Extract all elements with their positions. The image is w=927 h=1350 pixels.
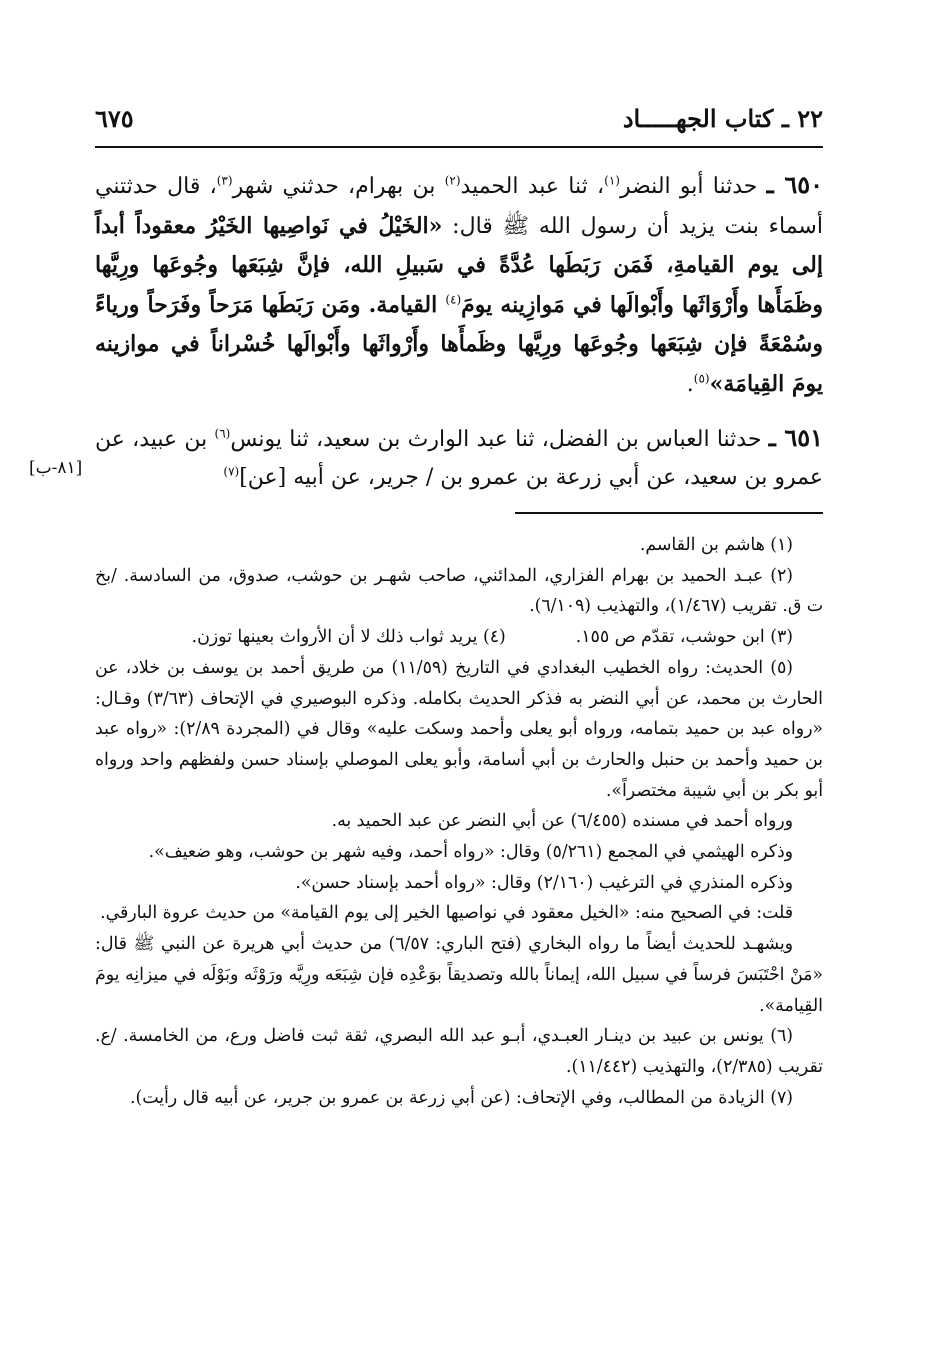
- footnote-divider: [515, 512, 823, 514]
- footnote-2: (٢) عبـد الحميد بن بهرام الفزاري، المدائني، صاحب شهـر بن حوشب، صدوق، من السادسة. /بخ ت ق. تقريب (١/٤٦٧)، والتهذيب (٦/١٠٩).: [95, 565, 823, 617]
- footnote-3: (٣) ابن حوشب، تقدّم ص ١٥٥.: [575, 627, 793, 648]
- hadith-651: [95, 419, 823, 498]
- footnote-5-line: قلت: في الصحيح منه: «الخيل معقود في نواصيها الخير إلى يوم القيامة» من حديث عروة البارقي.: [100, 903, 793, 924]
- text-segment: حدثنا العباس بن الفضل، ثنا عبد الوارث بن سعيد، ثنا يونس: [230, 426, 769, 452]
- footnote-6: (٦) يونس بن عبيد بن دينـار العبـدي، أبـو عبد الله البصري، ثقة ثبت فاضل ورع، من الخامسة. /ع. تقريب (٢/٣٨٥)، والتهذيب (١١/٤٤٢).: [95, 1026, 823, 1077]
- page-number: ٦٧٥: [95, 104, 134, 133]
- footnote-4: (٤) يريد ثواب ذلك لا أن الأرواث بعينها توزن.: [191, 627, 506, 648]
- text-segment: ، ثنا عبد الحميد: [460, 174, 605, 199]
- footnote-5-line: وذكره الهيثمي في المجمع (٥/٢٦١) وقال: «رواه أحمد، وفيه شهر بن حوشب، وهو ضعيف».: [148, 842, 793, 863]
- footnote-5: (٥) الحديث: رواه الخطيب البغدادي في التاريخ (١١/٥٩) من طريق أحمد بن يوسف بن خلاد، عن الحارث بن محمد، عن أبي النضر به فذكر الحديث بكامله. وذكره البوصيري في الإتحاف (٣/٦٣) وقـال: «رواه عبد بن حميد بتمامه، ورواه أبو يعلى وأحمد وسكت عليه» وقال في (المجردة ٢/٨٩): «رواه عبد بن حميد وأحمد بن حنبل والحارث بن أبي أسامة، وأبو يعلى الموصلي بإسناد حسن ولفظهم واحد ورواه أبو بكر بن أبي شيبة مختصراً».: [95, 657, 823, 801]
- footnote-1: (١) هاشم بن القاسم.: [639, 535, 793, 555]
- chapter-title: ٢٢ ـ كتاب الجهـــــاد: [622, 104, 823, 133]
- footnote-ref: (٥): [693, 371, 710, 386]
- footnote-ref: (٣): [216, 173, 233, 188]
- footnote-ref: (٧): [223, 464, 240, 479]
- text-segment: بن عبيد، عن عمرو بن سعيد، عن أبي زرعة بن عمرو بن / جرير، عن أبيه [عن]: [95, 426, 823, 491]
- quote-segment: «الخَيْلُ في نَواصِيها الخَيْرُ معقوداً أبداً إلى يوم القيامةِ، فَمَن رَبَطَها عُدَّةً في سَبيلِ الله، فإنَّ شِبَعَها وجُوعَها ورِيَّها وظَمَأَها وأَرْوَاثَها وأَبْوالَها في مَوازِينه يومَ: [95, 212, 823, 318]
- text-segment: ، قال حدثتني أسماء بنت يزيد أن رسول الله ﷺ قال:: [95, 174, 823, 239]
- footnotes: [95, 530, 823, 1113]
- manuscript-folio-marker: [٨١-ب]: [29, 458, 83, 478]
- footnote-pair: [95, 622, 823, 653]
- footnote-ref: (٦): [214, 426, 231, 441]
- footnote-ref: (٤): [445, 292, 462, 307]
- footnote-ref: (٢): [444, 173, 461, 188]
- main-text: [95, 166, 823, 512]
- footnote-5-line: ورواه أحمد في مسنده (٦/٤٥٥) عن أبي النضر عن عبد الحميد به.: [331, 811, 793, 832]
- footnote-7: (٧) الزيادة من المطالب، وفي الإتحاف: (عن أبي زرعة بن عمرو بن جرير، عن أبيه قال رأيت).: [129, 1087, 793, 1108]
- quote-segment: القيامة. ومَن رَبَطَها مَرَحاً وفَرَحاً ورياءً وسُمْعَةً فإن شِبَعَها وجُوعَها ورِيَّها وظَمأَها وأَرْواثَها وأَبْوالَها خُسْراناً في موازينه يومَ القِيامَة»: [95, 291, 823, 397]
- page-header: [95, 96, 823, 148]
- text-segment: .: [686, 371, 694, 397]
- book-page: [29, 96, 823, 1326]
- footnote-ref: (١): [604, 173, 620, 188]
- text-segment: حدثنا أبو النضر: [619, 174, 767, 199]
- hadith-650: [95, 166, 823, 405]
- hadith-number: ٦٥٠ ـ: [766, 170, 823, 199]
- text-segment: بن بهرام، حدثني شهر: [232, 174, 445, 199]
- hadith-number: ٦٥١ ـ: [768, 422, 823, 452]
- footnote-5-line: وذكره المنذري في الترغيب (٢/١٦٠) وقال: «رواه أحمد بإسناد حسن».: [295, 872, 793, 893]
- footnote-5-line: ويشهـد للحديث أيضاً ما رواه البخاري (فتح الباري: ٦/٥٧) من حديث أبي هريرة عن النبي ﷺ قال: «مَنْ احْتَبَسَ فرساً في سبيل الله، إيماناً بالله وتصديقاً بوَعْدِه فإن شِبَعَه ورِيَّه ورَوْثَه وبَوْلَه في ميزانِه يومَ القِيامة».: [95, 934, 823, 1016]
